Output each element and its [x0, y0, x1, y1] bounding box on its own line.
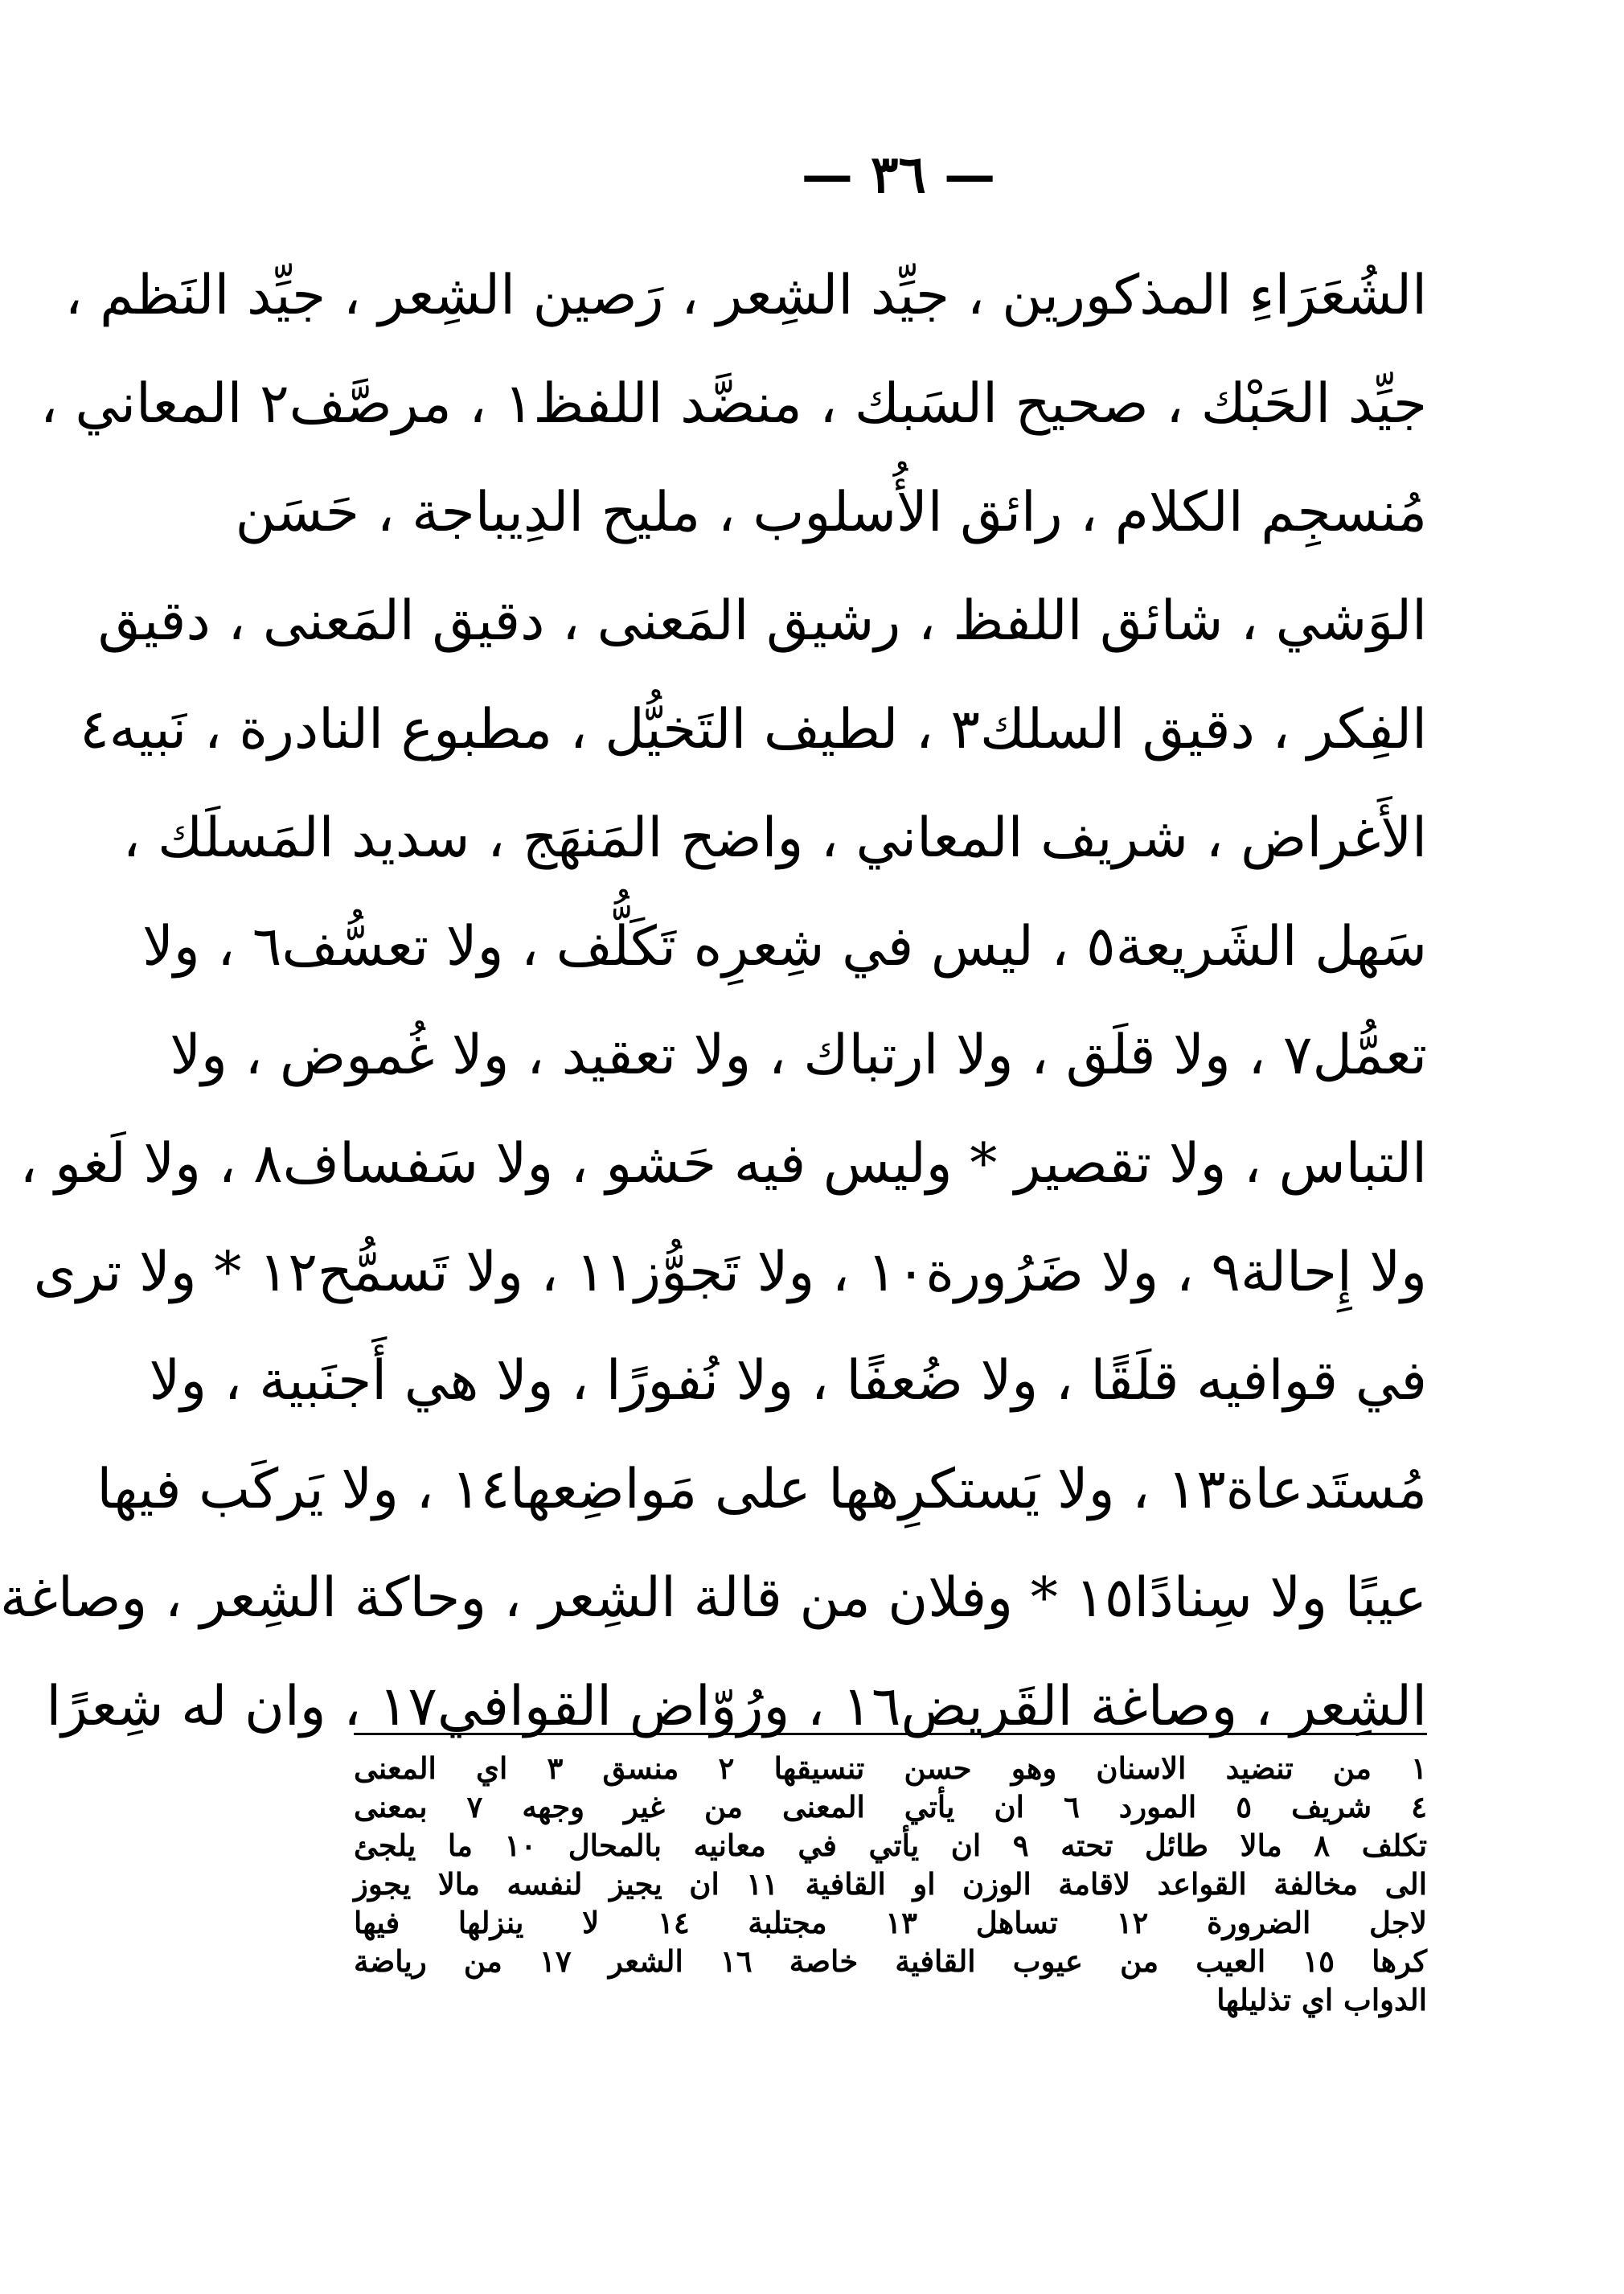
footnote-line: ١ من تنضيد الاسنان وهو حسن تنسيقها ٢ منسق ٣ اي المعنى [354, 1750, 1427, 1786]
footnote-line: ٤ شريف ٥ المورد ٦ ان يأتي المعنى من غير وجهه ٧ بمعنى [354, 1789, 1427, 1824]
body-line: في قوافيه قلَقًا ، ولا ضُعفًا ، ولا نُفورًا ، ولا هي أَجنَبية ، ولا [149, 1349, 1427, 1413]
body-line: الفِكر ، دقيق السلك٣ ، لطيف التَخيُّل ، مطبوع النادرة ، نَبيه٤ [80, 698, 1427, 761]
body-line: مُستَدعاة١٣ ، ولا يَستكرِهها على مَواضِعها١٤ ، ولا يَركَب فيها [96, 1458, 1427, 1521]
body-line: الأَغراض ، شريف المعاني ، واضح المَنهَج ، سديد المَسلَك ، [122, 806, 1427, 870]
body-line: جيِّد الحَبْك ، صحيح السَبك ، منضَّد اللفظ١ ، مرصَّف٢ المعاني ، [39, 372, 1427, 436]
footnote-line: الدواب اي تذليلها [1216, 1982, 1427, 2017]
page-number: — ٣٦ — [801, 145, 996, 205]
body-line: تعمُّل٧ ، ولا قلَق ، ولا ارتباك ، ولا تعقيد ، ولا غُموض ، ولا [170, 1024, 1427, 1087]
body-text [0, 241, 1427, 1761]
footnote-line: تكلف ٨ مالا طائل تحته ٩ ان يأتي في معانيه بالمحال ١٠ ما يلجئ [354, 1828, 1427, 1863]
body-line: ولا إِحالة٩ ، ولا ضَرُورة١٠ ، ولا تَجوُّز١١ ، ولا تَسمُّح١٢ * ولا ترى [33, 1241, 1427, 1304]
body-line: الوَشي ، شائق اللفظ ، رشيق المَعنى ، دقيق المَعنى ، دقيق [97, 589, 1427, 653]
footnote-line: كرها ١٥ العيب من عيوب القافية خاصة ١٦ الشعر ١٧ من رياضة [354, 1943, 1428, 1979]
footnote-separator [354, 1733, 1427, 1735]
body-line: الشِعر ، وصاغة القَريض١٦ ، ورُوّاض القوافي١٧ ، وان له شِعرًا [46, 1675, 1427, 1738]
footnote-line: لاجل الضرورة ١٢ تساهل ١٣ مجتلبة ١٤ لا ينزلها فيها [354, 1905, 1428, 1940]
body-line: سَهل الشَريعة٥ ، ليس في شِعرِه تَكَلُّف ، ولا تعسُّف٦ ، ولا [142, 915, 1427, 979]
body-line: الشُعَرَاءِ المذكورين ، جيِّد الشِعر ، رَصين الشِعر ، جيِّد النَظم ، [64, 264, 1427, 327]
body-line: عيبًا ولا سِنادًا١٥ * وفلان من قالة الشِعر ، وحاكة الشِعر ، وصاغة [0, 1566, 1427, 1630]
body-line: مُنسجِم الكلام ، رائق الأُسلوب ، مليح الدِيباجة ، حَسَن [235, 481, 1427, 544]
footnote-line: الى مخالفة القواعد لاقامة الوزن او القافية ١١ ان يجيز لنفسه مالا يجوز [354, 1866, 1427, 1902]
footnotes [354, 1749, 1427, 2019]
body-line: التباس ، ولا تقصير * وليس فيه حَشو ، ولا سَفساف٨ ، ولا لَغو ، [19, 1132, 1427, 1196]
